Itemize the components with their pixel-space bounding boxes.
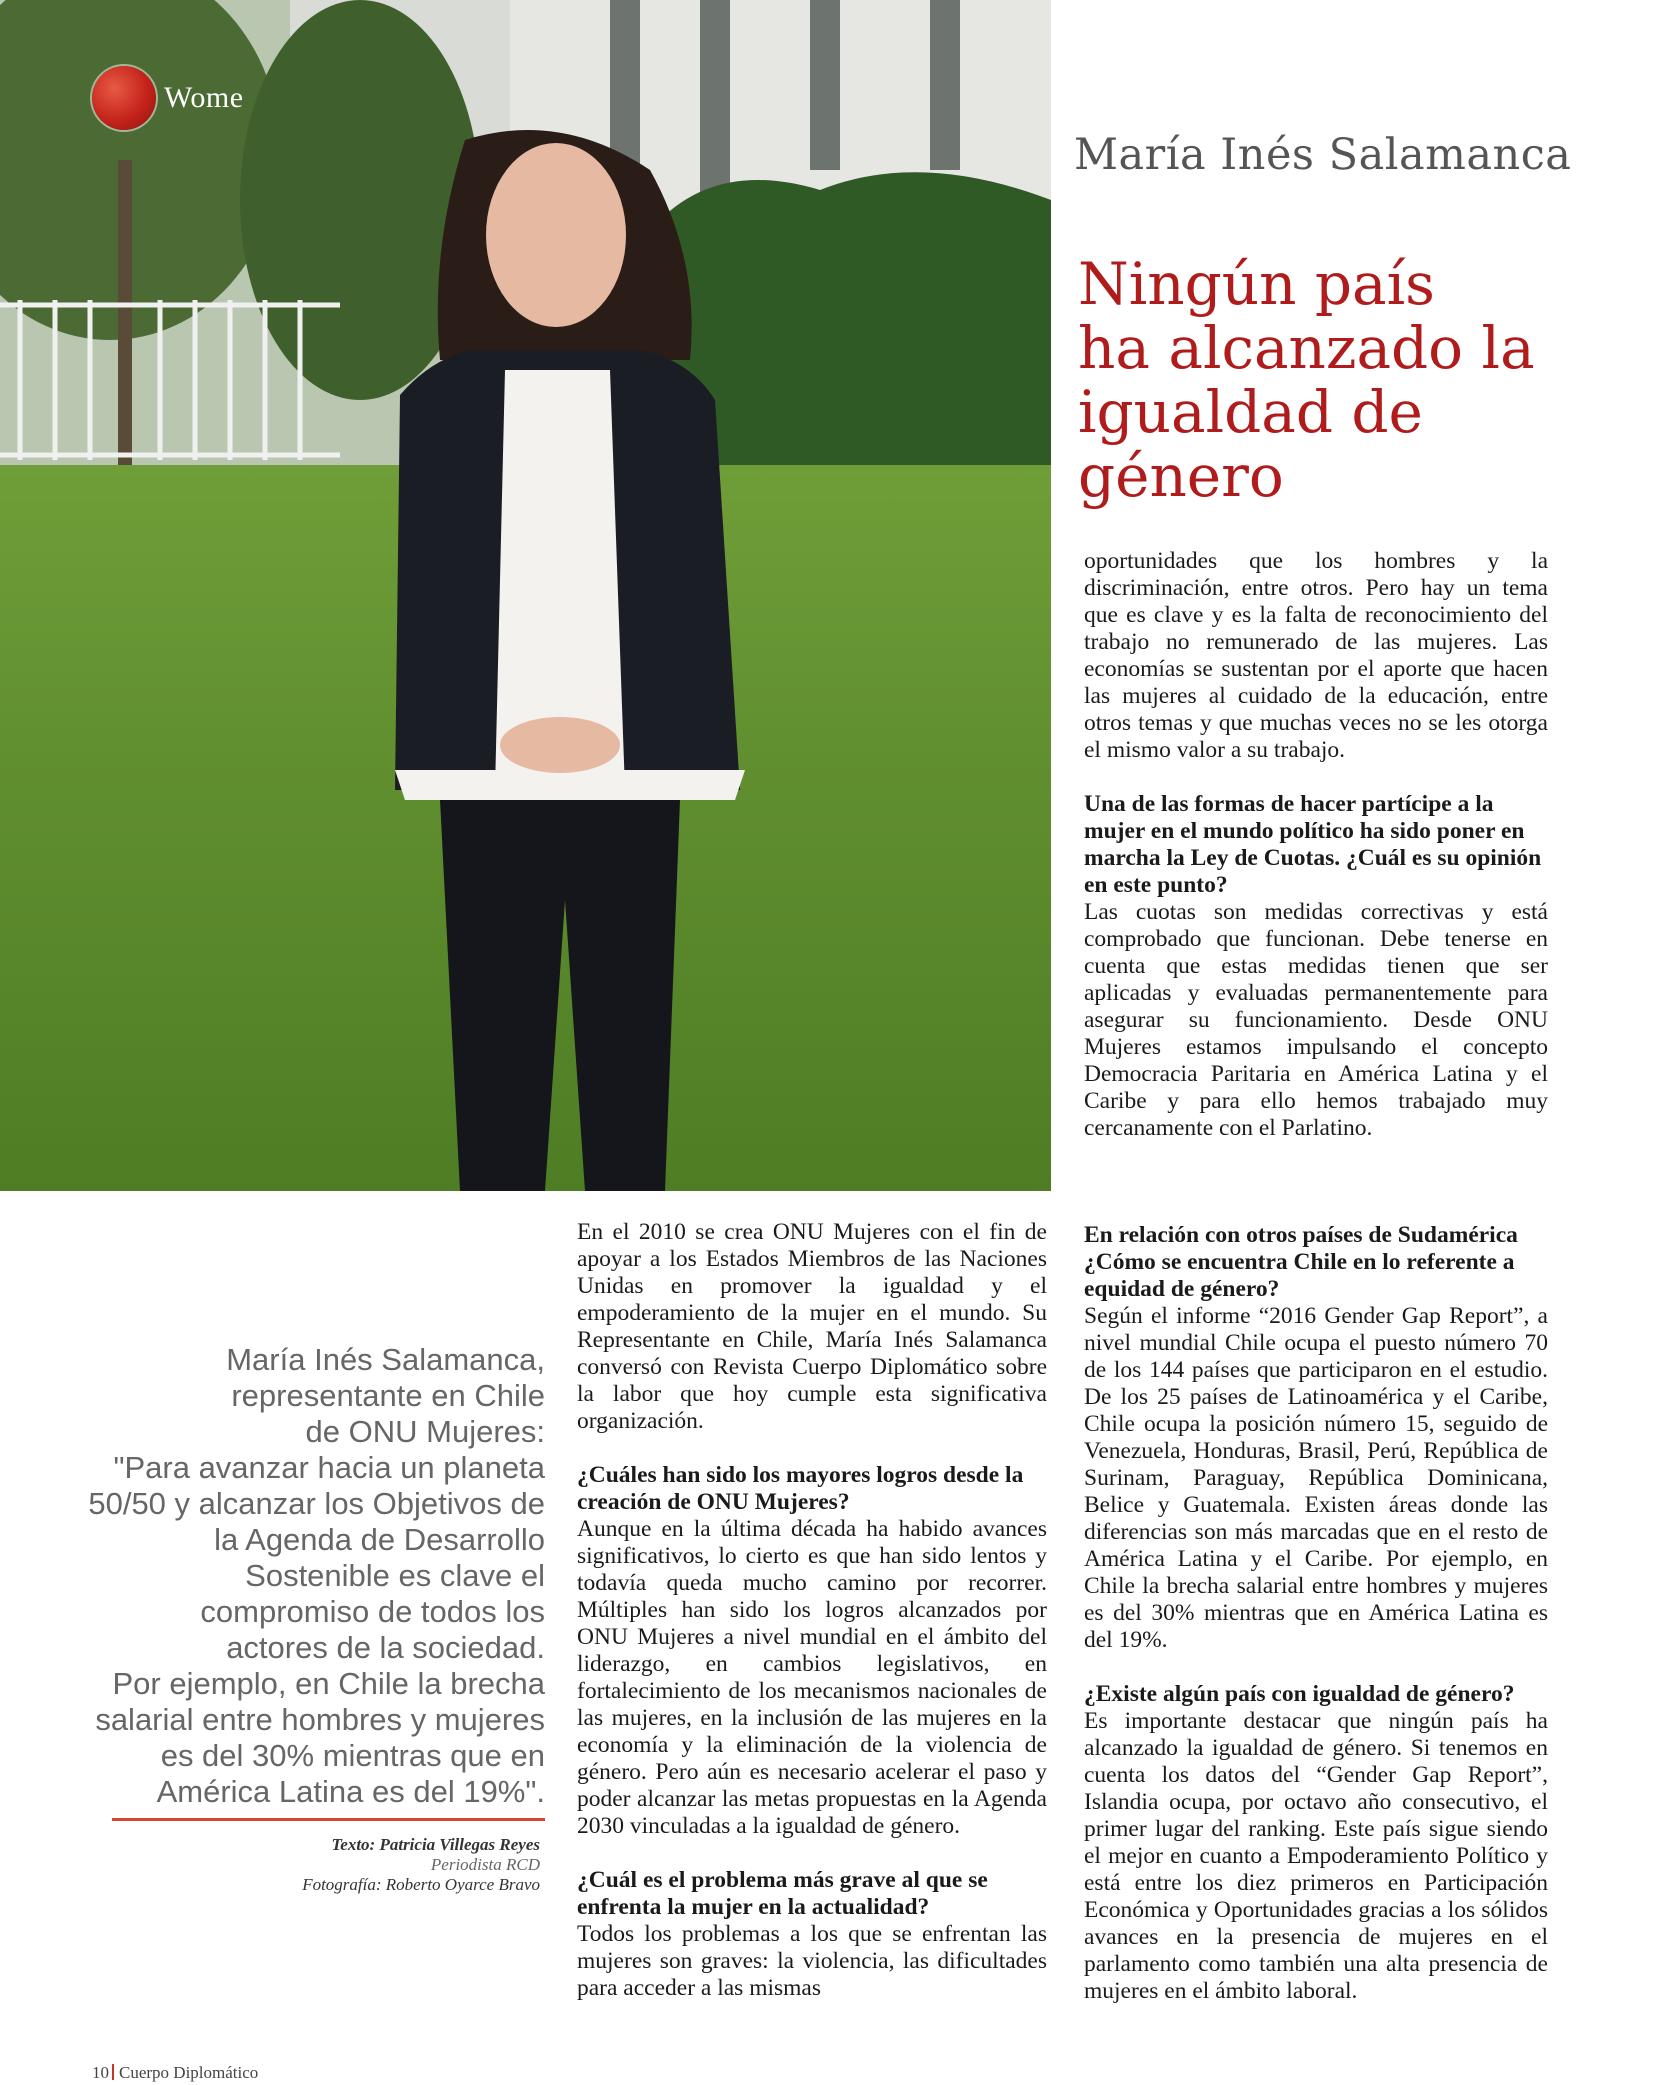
answer-3: Las cuotas son medidas correctivas y está comprobado que funcionan. Debe tenerse en cuenta que estas medidas tienen que ser aplicadas y evaluadas permanentemente para asegurar su funcionamiento. Desde ONU Mujeres estamos impulsando el concepto Democracia Paritaria en América Latina y el Caribe y para ello hemos trabajado muy cercanamente con el Parlatino. [1084,899,1548,1141]
pull-quote-line: es del 30% mientras que en [160,1738,545,1773]
question-2: ¿Cuál es el problema más grave al que se enfrenta la mujer en la actualidad? [577,1867,988,1920]
headline-line: igualdad de [1078,378,1423,446]
headline-line: género [1078,442,1284,510]
pull-quote-line: 50/50 y alcanzar los Objetivos de [88,1486,545,1521]
photo-illustration [0,0,1051,1191]
credit-photo: Fotografía: Roberto Oyarce Bravo [302,1875,540,1894]
globe-icon [92,66,156,130]
pull-quote-line: Por ejemplo, en Chile la brecha [112,1666,545,1701]
question-5: ¿Existe algún país con igualdad de género? [1084,1681,1515,1707]
answer-2-continued: oportunidades que los hombres y la discriminación, entre otros. Pero hay un tema que es clave y es la falta de reconocimiento del trabajo no remunerado de las mujeres. Las economías se sustentan por el aporte que hacen las mujeres al cuidado de la educación, entre otros temas y que muchas veces no se les otorga el mismo valor a su trabajo. [1084,548,1548,763]
article-column-middle [577,1219,1047,2002]
magazine-name: Cuerpo Diplomático [119,2063,259,2082]
credit-author: Texto: Patricia Villegas Reyes [331,1835,540,1854]
section-badge [92,66,244,130]
interviewee-name: María Inés Salamanca [1074,130,1572,180]
pull-quote-line: Sostenible es clave el [245,1558,545,1593]
pull-quote-line: de ONU Mujeres: [305,1414,545,1449]
headline-line: Ningún país [1078,250,1435,318]
footer-separator [112,2064,114,2080]
page-number: 10 [92,2063,109,2082]
page-footer [92,2063,258,2083]
headline-line: ha alcanzado la [1078,314,1535,382]
pull-quote [70,1342,545,1810]
article-column-right-bottom [1084,1222,1548,2005]
question-1: ¿Cuáles han sido los mayores logros desde la creación de ONU Mujeres? [577,1462,1024,1515]
answer-4: Según el informe “2016 Gender Gap Report”, a nivel mundial Chile ocupa el puesto número 70 de los 144 países que participaron en el estudio. De los 25 países de Latinoamérica y el Caribe, Chile ocupa la posición número 15, seguido de Venezuela, Honduras, Brasil, Perú, República de Surinam, Paraguay, República Dominicana, Belice y Guatemala. Existen áreas donde las diferencias son más marcadas que en el resto de América Latina y el Caribe. Por ejemplo, en Chile la brecha salarial entre hombres y mujeres es del 30% mientras que en América Latina es del 19%. [1084,1303,1548,1653]
article-credits [200,1835,540,1895]
answer-5: Es importante destacar que ningún país ha alcanzado la igualdad de género. Si tenemos en cuenta los datos del “Gender Gap Report”, Islandia ocupa, por octavo año consecutivo, el primer lugar del ranking. Este país sigue siendo el mejor en cuanto a Empoderamiento Político y está entre los diez primeros en Participación Económica y Oportunidades gracias a los sólidos avances en la presencia de mujeres en el parlamento como también una alta presencia de mujeres en el ámbito laboral. [1084,1708,1548,2004]
pull-quote-line: "Para avanzar hacia un planeta [113,1450,545,1485]
question-3: Una de las formas de hacer partícipe a la mujer en el mundo político ha sido poner en marcha la Ley de Cuotas. ¿Cuál es su opinión en este punto? [1084,791,1542,898]
pull-quote-line: salarial entre hombres y mujeres [95,1702,545,1737]
portrait-photo [0,0,1051,1191]
article-headline [1078,252,1638,508]
answer-1: Aunque en la última década ha habido avances significativos, lo cierto es que han sido lentos y todavía queda mucho camino por recorrer. Múltiples han sido los logros alcanzados por ONU Mujeres a nivel mundial en el ámbito del liderazgo, en cambios legislativos, en fortalecimiento de los mecanismos nacionales de las mujeres, en la inclusión de las mujeres en la economía y la eliminación de la violencia de género. Pero aún es necesario acelerar el paso y poder alcanzar las metas propuestas en la Agenda 2030 vinculadas a la igualdad de género. [577,1516,1047,1839]
article-column-right-top [1084,548,1548,1142]
section-badge-label: Wome [164,81,244,114]
answer-2: Todos los problemas a los que se enfrentan las mujeres son graves: la violencia, las dificultades para acceder a las mismas [577,1921,1047,2001]
pull-quote-line: América Latina es del 19%". [156,1774,545,1809]
pull-quote-line: representante en Chile [231,1378,545,1413]
article-intro: En el 2010 se crea ONU Mujeres con el fin de apoyar a los Estados Miembros de las Naciones Unidas en promover la igualdad y el empoderamiento de la mujer en el mundo. Su Representante en Chile, María Inés Salamanca conversó con Revista Cuerpo Diplomático sobre la labor que hoy cumple esta significativa organización. [577,1219,1047,1434]
pull-quote-line: compromiso de todos los [200,1594,545,1629]
question-4: En relación con otros países de Sudamérica ¿Cómo se encuentra Chile en lo referente a equidad de género? [1084,1222,1518,1302]
pull-quote-line: María Inés Salamanca, [226,1342,545,1377]
credit-role: Periodista RCD [430,1855,540,1874]
pull-quote-line: la Agenda de Desarrollo [214,1522,545,1557]
pull-quote-line: actores de la sociedad. [226,1630,545,1665]
pull-quote-divider [112,1818,545,1821]
